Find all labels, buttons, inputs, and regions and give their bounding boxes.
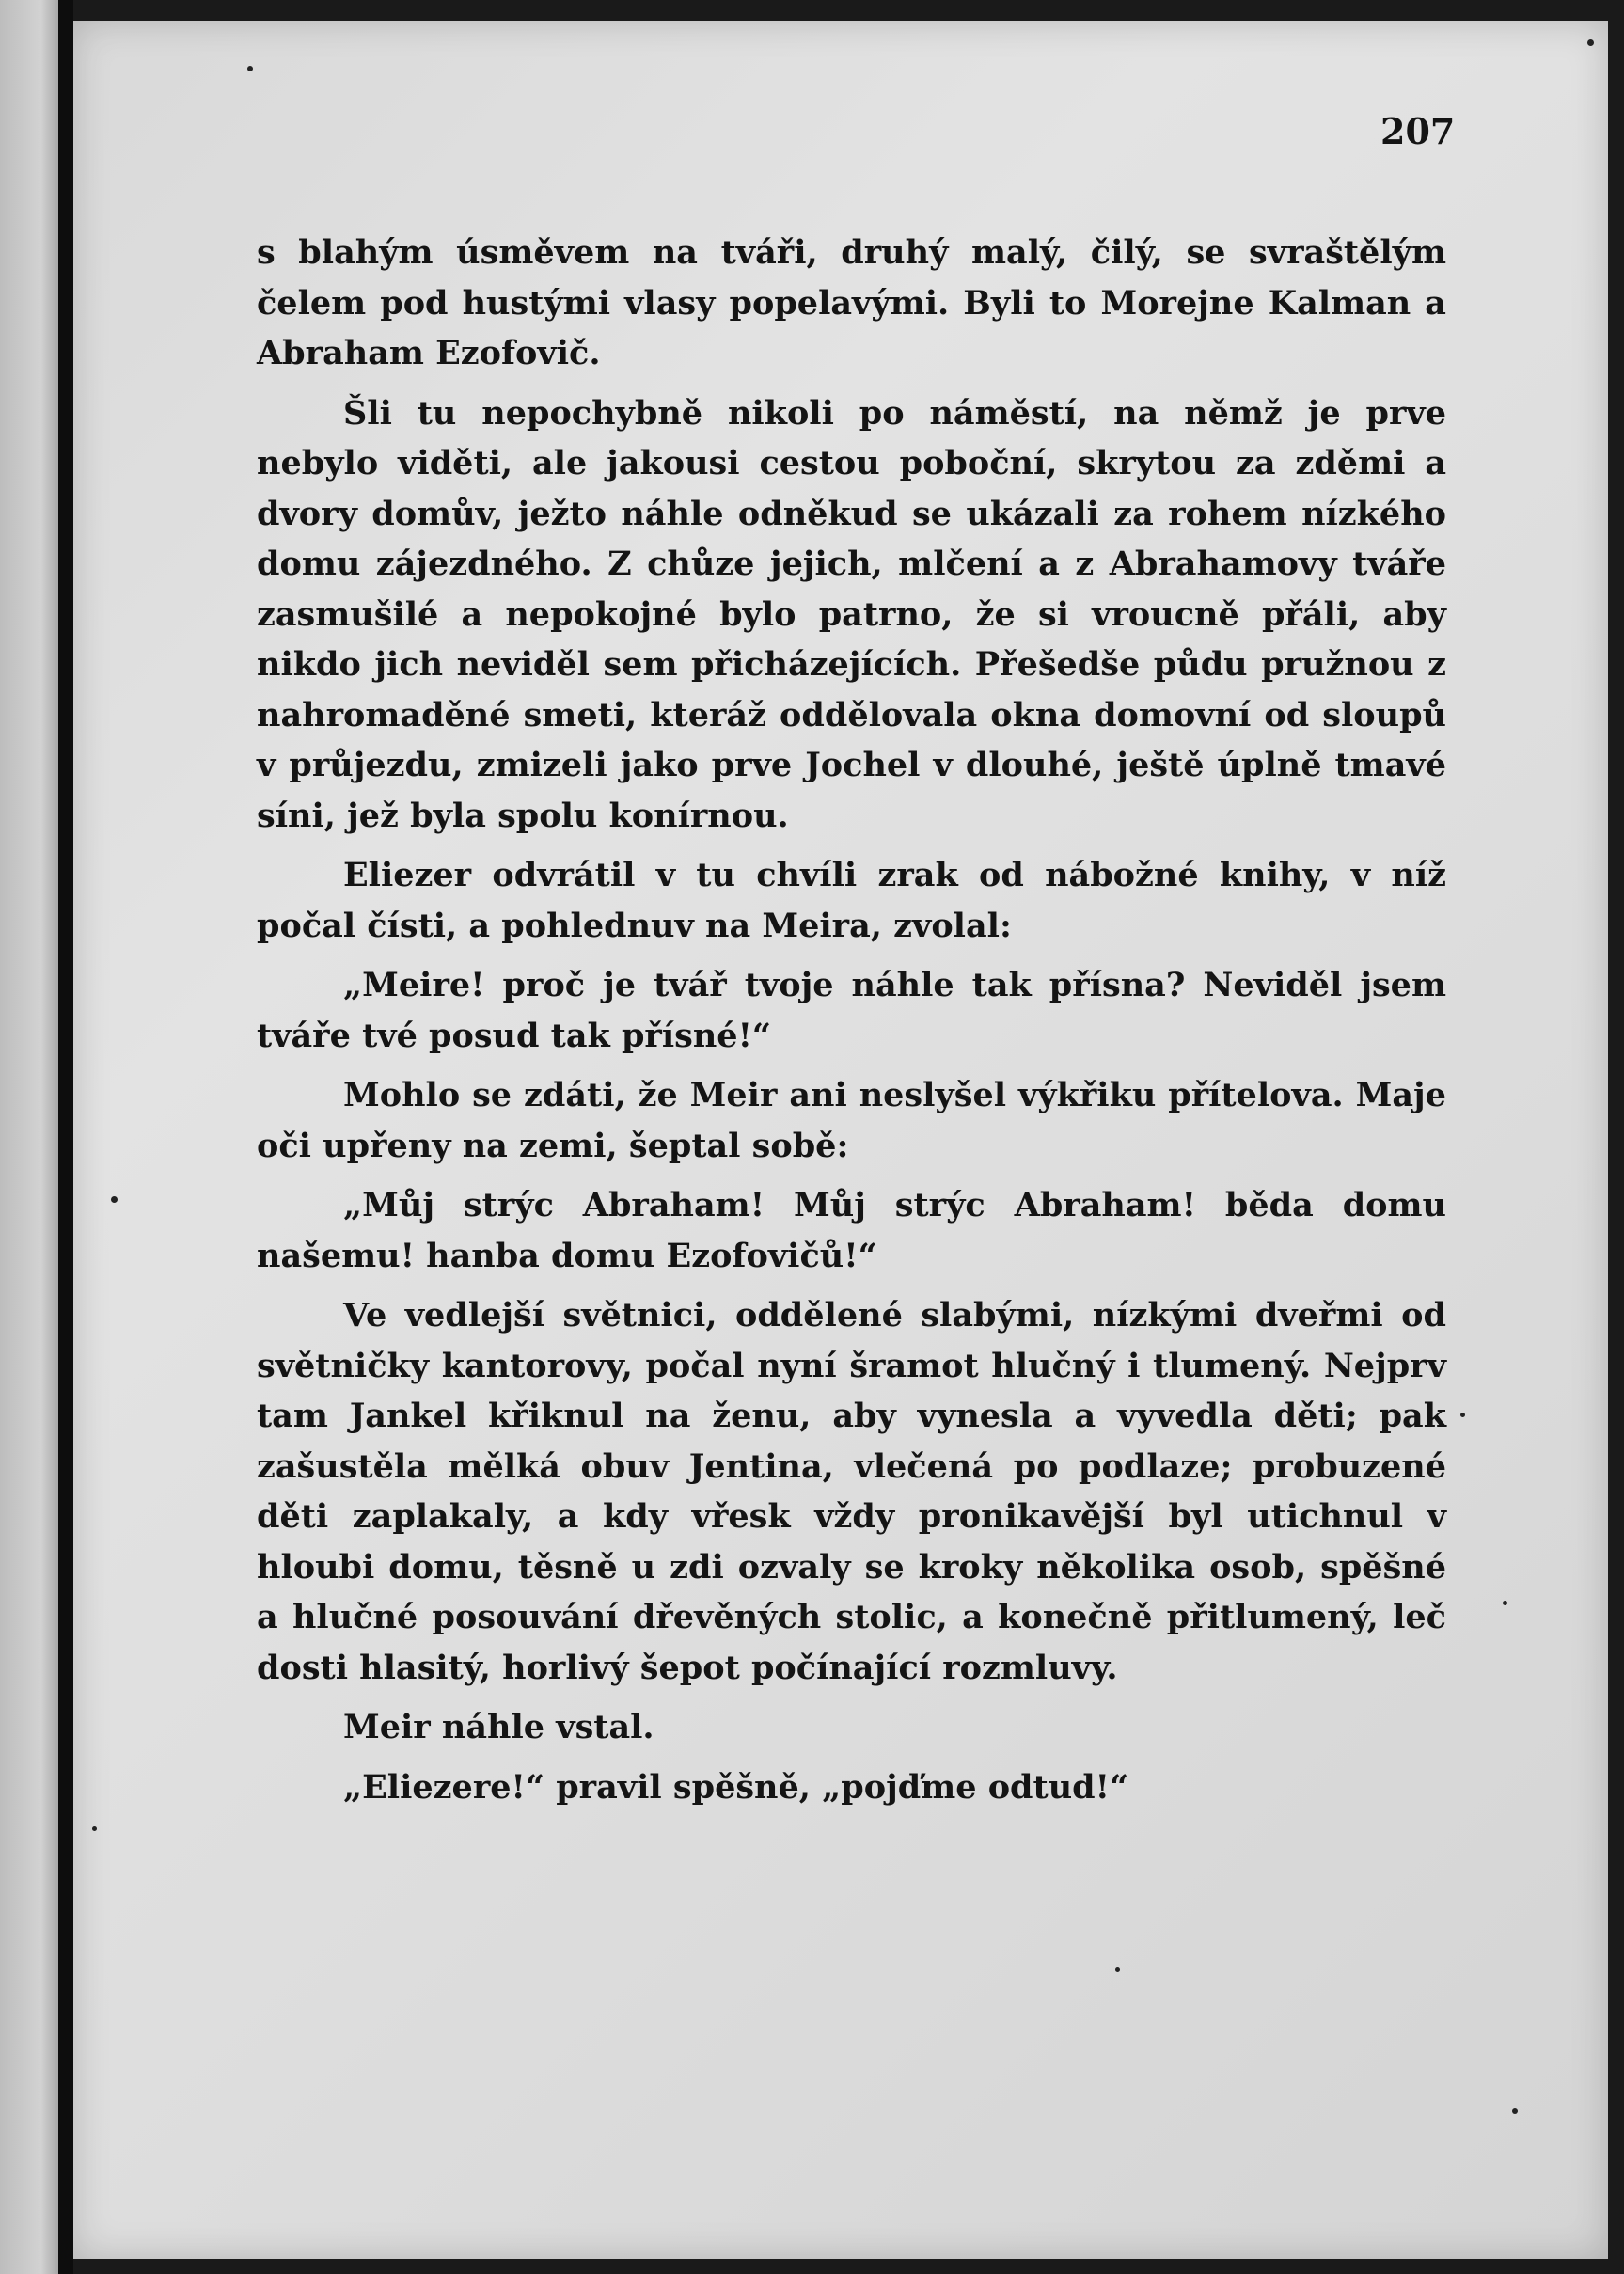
- paragraph: „Eliezere!“ pravil spěšně, „pojďme odtud!“: [343, 1767, 1129, 1807]
- scan-speck: [1587, 39, 1594, 46]
- scan-speck: [1503, 1601, 1507, 1605]
- facing-page-edge: [0, 0, 58, 2274]
- paragraph: Ve vedlejší světnici, oddělené slabými, nízkými dveřmi od světničky kantorovy, počal nyní šramot hlučný i tlumený. Nejprv tam Jankel křiknul na ženu, aby vynesla a vyvedla děti; pak zašustěla mělká obuv Jentina, vlečená po podlaze; probuzené děti zaplakaly, a kdy vřesk vždy pronikavější byl utichnul v hloubi domu, těsně u zdi ozvaly se kroky několika osob, spěšné a hlučné posouvání dřevěných stolic, a konečně přitlumený, leč dosti hlasitý, horlivý šepot počínající rozmluvy.: [257, 1296, 1446, 1687]
- paragraph: „Meire! proč je tvář tvoje náhle tak přísna? Neviděl jsem tváře tvé posud tak přísné!“: [257, 966, 1446, 1055]
- paragraph: „Můj strýc Abraham! Můj strýc Abraham! běda domu našemu! hanba domu Ezofovičů!“: [257, 1186, 1446, 1275]
- paragraph: Meir náhle vstal.: [343, 1708, 654, 1746]
- scan-speck: [1115, 1967, 1120, 1972]
- paragraph: s blahým úsměvem na tváři, druhý malý, čilý, se svraštělým čelem pod hustými vlasy popelavými. Byli to Morejne Kalman a Abraham Ezofovič.: [257, 233, 1446, 372]
- book-page: [73, 21, 1608, 2259]
- scan-speck: [1460, 1413, 1465, 1417]
- scan-speck: [111, 1196, 118, 1203]
- paragraph: Mohlo se zdáti, že Meir ani neslyšel výkřiku přítelova. Maje oči upřeny na zemi, šeptal sobě:: [257, 1076, 1446, 1165]
- scan-speck: [92, 1826, 97, 1831]
- book-gutter: [58, 0, 73, 2274]
- paragraph: Šli tu nepochybně nikoli po náměstí, na němž je prve nebylo viděti, ale jakousi cestou poboční, skrytou za zděmi a dvory domův, ježto náhle odněkud se ukázali za rohem nízkého domu zájezdného. Z chůze jejich, mlčení a z Abrahamovy tváře zasmušilé a nepokojné bylo patrno, že si vroucně přáli, aby nikdo jich neviděl sem přicházejících. Přešedše půdu pružnou z nahromaděné smeti, kteráž oddělovala okna domovní od sloupů v průjezdu, zmizeli jako prve Jochel v dlouhé, ještě úplně tmavé síni, jež byla spolu konírnou.: [257, 393, 1446, 835]
- body-text: [257, 228, 1446, 1822]
- page-number: 207: [1380, 110, 1456, 152]
- paragraph: Eliezer odvrátil v tu chvíli zrak od nábožné knihy, v níž počal čísti, a pohlednuv na Meira, zvolal:: [257, 856, 1446, 945]
- scan-speck: [1512, 2108, 1518, 2114]
- scan-speck: [247, 66, 253, 71]
